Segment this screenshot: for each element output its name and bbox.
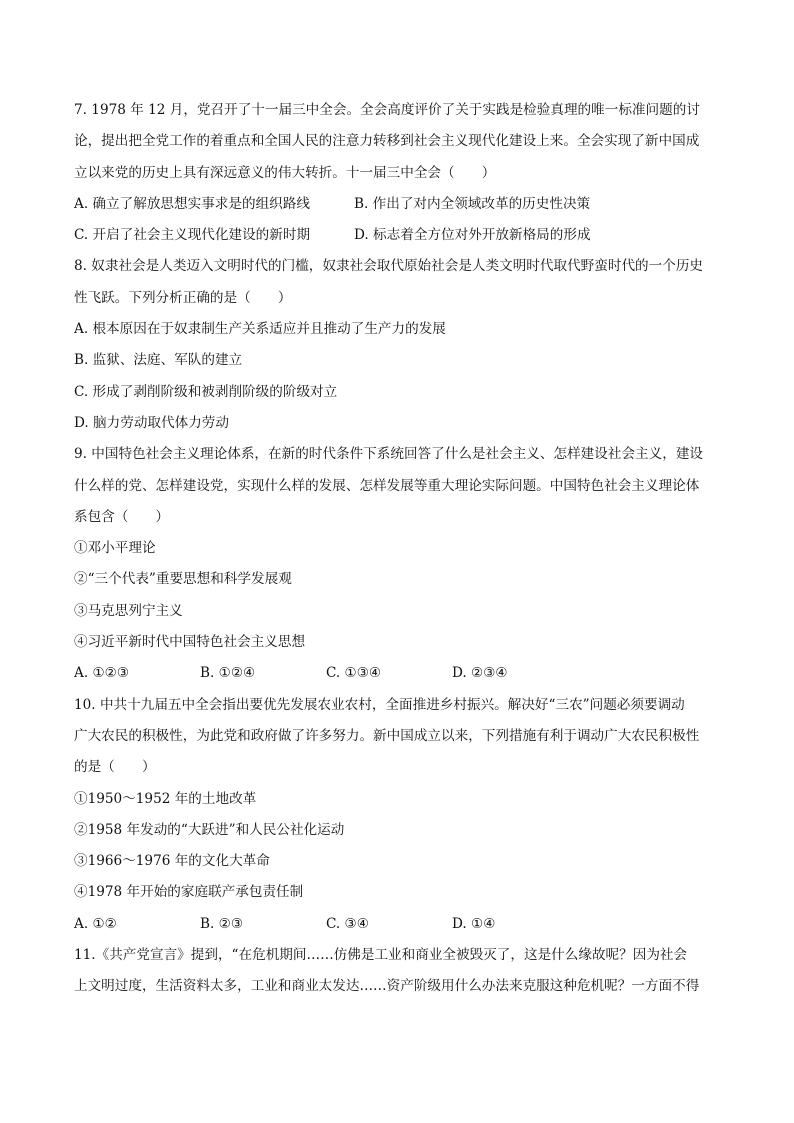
statement-item: ③1966～1976 年的文化大革命 [74,853,270,870]
statement-item: ④习近平新时代中国特色社会主义思想 [74,634,306,651]
option-c: C. ①③④ [326,665,382,682]
question-7 [74,95,724,251]
question-stem-line: 立以来党的历史上具有深远意义的伟大转折。十一届三中全会（ ） [74,164,496,181]
statement-item: ①邓小平理论 [74,540,156,557]
option-d: D. 标志着全方位对外开放新格局的形成 [354,227,591,244]
option-a: A. 根本原因在于奴隶制生产关系适应并且推动了生产力的发展 [74,321,446,338]
statement-item: ②1958 年发动的“大跃进”和人民公社化运动 [74,821,345,838]
options-row [74,658,724,689]
option-d: D. ①④ [452,915,496,932]
option-d: D. ②③④ [452,665,508,682]
options-row [74,189,724,220]
option-c: C. 形成了剥削阶级和被剥削阶级的阶级对立 [74,383,338,400]
question-stem-line: 论，提出把全党工作的着重点和全国人民的注意力转移到社会主义现代化建设上来。全会实现了新中国成 [74,133,700,150]
question-stem-line: 性飞跃。下列分析正确的是（ ） [74,289,292,306]
option-b: B. 作出了对内全领域改革的历史性决策 [354,195,591,212]
option-b: B. ②③ [200,915,244,932]
exam-page [74,95,724,1003]
question-stem-line: 10. 中共十九届五中全会指出要优先发展农业农村，全面推进乡村振兴。解决好“三农”问题必须要调动 [74,696,685,713]
question-stem-line: 上文明过度，生活资料太多，工业和商业太发达……资产阶级用什么办法来克服这种危机呢？一方面不得 [74,978,700,995]
question-stem-line: 系包含（ ） [74,508,170,525]
question-stem-line: 什么样的党、怎样建设党，实现什么样的发展、怎样发展等重大理论实际问题。中国特色社会主义理论体 [74,477,700,494]
statement-item: ①1950～1952 年的土地改革 [74,790,257,807]
option-c: C. ③④ [326,915,369,932]
options-row [74,909,724,940]
question-stem-line: 8. 奴隶社会是人类迈入文明时代的门槛，奴隶社会取代原始社会是人类文明时代取代野蛮时代的一个历史 [74,258,704,275]
option-c: C. 开启了社会主义现代化建设的新时期 [74,227,311,244]
option-b: B. 监狱、法庭、军队的建立 [74,352,243,369]
statement-item: ②“三个代表”重要思想和科学发展观 [74,571,292,588]
option-a: A. ①② [74,915,117,932]
question-9 [74,439,724,689]
question-10 [74,690,724,940]
option-a: A. 确立了解放思想实事求是的组织路线 [74,195,310,212]
question-stem-line: 11.《共产党宣言》提到，“在危机期间……仿佛是工业和商业全被毁灭了，这是什么缘故呢？因为社会 [74,947,688,964]
options-row [74,220,724,251]
statement-item: ④1978 年开始的家庭联产承包责任制 [74,884,304,901]
option-d: D. 脑力劳动取代体力劳动 [74,414,229,431]
question-8 [74,251,724,439]
question-stem-line: 的是（ ） [74,759,156,776]
question-11 [74,940,724,1003]
question-stem-line: 7. 1978 年 12 月，党召开了十一届三中全会。全会高度评价了关于实践是检验真理的唯一标准问题的讨 [74,102,700,118]
statement-item: ③马克思列宁主义 [74,602,183,619]
option-a: A. ①②③ [74,665,130,682]
option-b: B. ①②④ [200,665,256,682]
question-stem-line: 9. 中国特色社会主义理论体系，在新的时代条件下系统回答了什么是社会主义、怎样建设社会主义，建设 [74,446,704,463]
question-stem-line: 广大农民的积极性，为此党和政府做了许多努力。新中国成立以来，下列措施有利于调动广大农民积极性 [74,727,700,744]
